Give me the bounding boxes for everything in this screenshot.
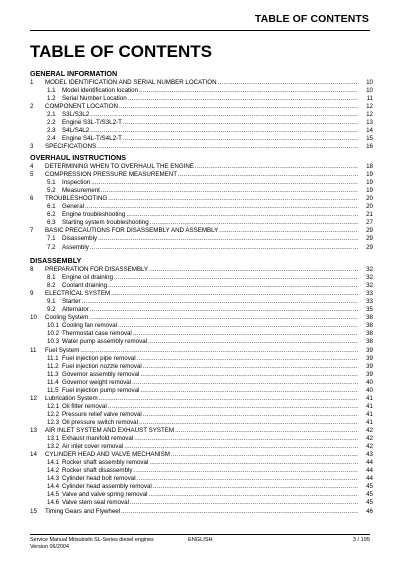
dot-leader (153, 483, 358, 491)
toc-entry-page: 39 (366, 346, 373, 354)
toc-entry-label: Inspection (62, 179, 91, 187)
toc-entry-number: 8 (30, 266, 34, 273)
toc-entry[interactable] (30, 459, 373, 467)
toc-entry-label: CYLINDER HEAD AND VALVE MECHANISM (45, 451, 170, 459)
toc-entry[interactable] (30, 187, 373, 195)
dot-leader (137, 355, 358, 363)
toc-entry-page: 10 (366, 79, 373, 86)
toc-entry[interactable] (30, 306, 373, 314)
toc-entry-label: Disassembly (62, 235, 98, 243)
toc-entry-label: PREPARATION FOR DISASSEMBLY (45, 266, 149, 273)
dot-leader (149, 266, 358, 274)
toc-entry[interactable] (30, 475, 373, 483)
toc-entry-label: Engine oil draining (62, 274, 113, 282)
toc-entry[interactable] (30, 387, 373, 395)
toc-entry-number: 5 (30, 171, 34, 179)
toc-entry[interactable] (30, 435, 373, 443)
toc-entry-page: 45 (366, 491, 373, 499)
toc-entry-number: 2 (30, 103, 34, 111)
toc-entry-label: Model identification location (62, 87, 139, 95)
toc-entry-number: 11.2 (47, 362, 59, 370)
dot-leader (134, 435, 358, 443)
toc-entry-page: 39 (366, 354, 373, 362)
toc-entry-label: Pressure relief valve removal (62, 410, 142, 418)
toc-entry-number: 12.3 (47, 418, 60, 426)
dot-leader (82, 298, 358, 306)
dot-leader (98, 235, 358, 243)
toc-entry-number: 1 (30, 79, 34, 86)
toc-entry-label: Governor weight removal (62, 378, 132, 386)
toc-entry-page: 44 (366, 475, 373, 483)
toc-entry-number: 14.4 (47, 483, 60, 491)
toc-entry-number: 1.2 (47, 95, 56, 103)
dot-leader (85, 203, 358, 211)
header-rule (30, 30, 370, 31)
toc-entry-page: 38 (366, 330, 373, 338)
section-heading: GENERAL INFORMATION (30, 69, 118, 78)
toc-entry-label: Fuel System (45, 346, 80, 354)
toc-entry-page: 19 (366, 179, 373, 187)
toc-entry[interactable] (30, 322, 373, 330)
dot-leader (108, 403, 358, 411)
toc-entry-number: 14.5 (47, 491, 60, 499)
toc-entry[interactable] (30, 219, 373, 227)
toc-entry[interactable] (30, 127, 373, 135)
dot-leader (97, 143, 358, 151)
dot-leader (91, 179, 358, 187)
toc-entry-label: Cylinder head assembly removal (62, 483, 152, 491)
toc-entry-number: 13 (30, 427, 37, 434)
toc-entry-number: 8.1 (47, 274, 56, 282)
section-heading: DISASSEMBLY (30, 256, 82, 265)
toc-entry[interactable] (30, 111, 373, 119)
toc-entry[interactable] (30, 491, 373, 499)
toc-entry-number: 7.2 (47, 243, 56, 251)
toc-entry-label: BASIC PRECAUTIONS FOR DISASSEMBLY AND ASSEMBLY (45, 227, 219, 235)
running-header: TABLE OF CONTENTS (254, 13, 369, 25)
toc-entry[interactable] (30, 95, 373, 103)
dot-leader (143, 363, 358, 371)
dot-leader (121, 508, 358, 516)
toc-entry-page: 42 (366, 435, 373, 443)
toc-entry-page: 14 (366, 127, 373, 135)
toc-entry-label: Water pump assembly removal (62, 338, 148, 346)
dot-leader (114, 274, 358, 282)
toc-entry[interactable] (30, 371, 373, 379)
toc-entry-page: 40 (366, 378, 373, 386)
toc-entry[interactable] (30, 467, 373, 475)
toc-entry-page: 44 (366, 459, 373, 467)
toc-entry[interactable] (30, 427, 373, 435)
toc-entry-label: COMPRESSION PRESSURE MEASUREMENT (45, 171, 178, 179)
toc-entry-label: Exhaust manifold removal (62, 435, 134, 443)
toc-entry-label: Starter (62, 298, 81, 306)
toc-entry-label: Engine S4L-T/S4L2-T (62, 135, 122, 143)
dot-leader (123, 119, 358, 127)
dot-leader (90, 127, 358, 135)
toc-entry-page: 35 (366, 306, 373, 314)
toc-entry-page: 13 (366, 119, 373, 127)
toc-entry[interactable] (30, 282, 373, 290)
toc-entry-label: Valve and valve spring removal (62, 491, 148, 499)
toc-entry-label: General (62, 203, 85, 211)
toc-entry-page: 21 (366, 211, 373, 219)
dot-leader (171, 451, 358, 459)
toc-entry-number: 10.1 (47, 322, 60, 330)
toc-entry-label: Thermostat case removal (62, 330, 132, 338)
toc-entry[interactable] (30, 103, 373, 111)
dot-leader (126, 211, 358, 219)
dot-leader (219, 227, 358, 235)
toc-entry-label: ELECTRICAL SYSTEM (45, 290, 111, 298)
toc-entry-number: 11.1 (47, 354, 59, 362)
toc-entry-number: 2.2 (47, 119, 56, 127)
toc-entry-number: 9 (30, 290, 34, 298)
toc-entry-number: 10.2 (47, 330, 60, 338)
toc-entry-label: Starting system troubleshooting (62, 219, 149, 227)
toc-entry-number: 11 (30, 346, 37, 354)
dot-leader (130, 499, 358, 507)
toc-entry-page: 20 (366, 195, 373, 203)
toc-entry-page: 39 (366, 370, 373, 378)
dot-leader (80, 347, 358, 355)
footer-rule (30, 534, 370, 535)
toc-entry-page: 38 (366, 338, 373, 346)
toc-entry-label: Rocker shaft assembly removal (62, 459, 149, 467)
toc-entry-page: 39 (366, 362, 373, 370)
toc-entry[interactable] (30, 379, 373, 387)
toc-entry[interactable] (30, 171, 373, 179)
dot-leader (90, 111, 358, 119)
toc-entry-label: Cooling System (45, 314, 89, 322)
toc-entry-label: AIR INLET SYSTEM AND EXHAUST SYSTEM (45, 427, 175, 434)
toc-entry[interactable] (30, 266, 373, 274)
dot-leader (137, 475, 358, 483)
toc-entry-number: 10 (30, 314, 37, 322)
toc-entry-number: 6.1 (47, 203, 56, 211)
toc-entry-page: 29 (366, 227, 373, 235)
dot-leader (108, 195, 358, 203)
toc-entry-label: S4L/S4L2 (62, 127, 90, 135)
toc-entry-label: Governor assembly removal (62, 370, 140, 378)
toc-entry-page: 12 (366, 103, 373, 111)
toc-entry[interactable] (30, 338, 373, 346)
toc-entry-page: 32 (366, 282, 373, 290)
toc-entry-number: 10.3 (47, 338, 60, 346)
toc-entry[interactable] (30, 314, 373, 322)
toc-entry-number: 5.2 (47, 187, 56, 195)
toc-entry[interactable] (30, 363, 373, 371)
toc-entry-number: 12.1 (47, 402, 60, 410)
toc-entry-page: 42 (366, 443, 373, 451)
toc-entry-label: DETERMINING WHEN TO OVERHAUL THE ENGINE (45, 163, 194, 170)
toc-entry-number: 14 (30, 451, 37, 459)
dot-leader (140, 371, 358, 379)
toc-entry-label: TROUBLESHOOTING (45, 195, 108, 203)
toc-entry-label: Air inlet cover removal (62, 443, 124, 451)
toc-entry-label: Serial Number Location (62, 95, 127, 103)
toc-entry-number: 2.4 (47, 135, 56, 143)
dot-leader (123, 135, 358, 143)
toc-entry[interactable] (30, 143, 373, 151)
toc-entry-page: 32 (366, 266, 373, 273)
dot-leader (118, 322, 358, 330)
toc-entry[interactable] (30, 119, 373, 127)
toc-entry-number: 14.3 (47, 475, 60, 483)
dot-leader (218, 79, 358, 87)
toc-entry[interactable] (30, 227, 373, 235)
toc-entry-label: MODEL IDENTIFICATION AND SERIAL NUMBER LOCATION (45, 79, 217, 86)
dot-leader (124, 443, 358, 451)
dot-leader (148, 338, 358, 346)
toc-entry-page: 16 (366, 143, 373, 151)
toc-entry-number: 14.6 (47, 499, 60, 507)
dot-leader (139, 419, 358, 427)
toc-entry-number: 11.5 (47, 386, 59, 394)
footer-manual-title: Service Manual Mitsubishi SL-Series diesel engines (30, 537, 154, 543)
toc-entry-label: Alternator (62, 306, 89, 314)
toc-entry[interactable] (30, 244, 373, 252)
toc-entry-number: 15 (30, 507, 37, 515)
dot-leader (175, 427, 358, 435)
toc-entry-number: 14.1 (47, 459, 60, 467)
toc-entry-page: 33 (366, 290, 373, 298)
toc-entry-label: Fuel injection pipe removal (62, 354, 136, 362)
toc-entry-label: Rocker shaft disassembly (62, 467, 133, 475)
toc-entry-label: S3L/S3L2 (62, 111, 90, 119)
toc-entry[interactable] (30, 395, 373, 403)
toc-entry-label: Fuel injection pump removal (62, 386, 140, 394)
toc-entry-page: 20 (366, 203, 373, 211)
footer-language: ENGLISH (188, 537, 213, 543)
toc-entry-number: 2.1 (47, 111, 56, 119)
toc-entry-number: 6.2 (47, 211, 56, 219)
toc-entry[interactable] (30, 290, 373, 298)
toc-entry-number: 11.3 (47, 370, 59, 378)
toc-entry-page: 29 (366, 235, 373, 243)
toc-entry-page: 45 (366, 483, 373, 491)
toc-entry-number: 7.1 (47, 235, 56, 243)
toc-entry[interactable] (30, 483, 373, 491)
dot-leader (108, 282, 358, 290)
toc-entry-number: 8.2 (47, 282, 56, 290)
toc-entry-label: COMPONENT LOCATION (45, 103, 118, 111)
toc-entry-page: 38 (366, 322, 373, 330)
dot-leader (178, 171, 358, 179)
toc-entry-number: 6.3 (47, 219, 56, 227)
toc-entry-label: Engine S3L-T/S3L2-T (62, 119, 122, 127)
footer-page-number: 3 / 195 (352, 537, 370, 543)
toc-entry[interactable] (30, 347, 373, 355)
toc-entry[interactable] (30, 330, 373, 338)
toc-entry-page: 42 (366, 427, 373, 434)
toc-entry-page: 11 (366, 95, 373, 103)
toc-entry-number: 13.2 (47, 443, 60, 451)
toc-entry-number: 3 (30, 143, 34, 151)
dot-leader (111, 290, 358, 298)
toc-entry-number: 12.2 (47, 410, 60, 418)
toc-entry[interactable] (30, 419, 373, 427)
toc-entry-page: 41 (366, 410, 373, 418)
toc-entry-page: 10 (366, 87, 373, 95)
section-heading: OVERHAUL INSTRUCTIONS (30, 153, 127, 162)
toc-entry-label: Timing Gears and Flywheel (45, 507, 121, 515)
toc-entry[interactable] (30, 411, 373, 419)
toc-entry-page: 41 (366, 402, 373, 410)
toc-entry-label: Cylinder head bolt removal (62, 475, 136, 483)
toc-entry-page: 29 (366, 243, 373, 251)
toc-entry-page: 19 (366, 171, 373, 179)
toc-entry-number: 9.1 (47, 298, 56, 306)
toc-entry-label: Oil filter removal (62, 402, 107, 410)
dot-leader (150, 219, 358, 227)
dot-leader (90, 306, 358, 314)
toc-entry[interactable] (30, 274, 373, 282)
toc-entry-page: 12 (366, 111, 373, 119)
toc-entry-number: 1.1 (47, 87, 56, 95)
dot-leader (143, 411, 358, 419)
toc-entry-page: 44 (366, 467, 373, 475)
footer-document-info (30, 537, 154, 551)
page-title: TABLE OF CONTENTS (30, 42, 212, 61)
dot-leader (90, 244, 358, 252)
toc-entry-label: Lubrication System (45, 394, 98, 402)
toc-entry[interactable] (30, 298, 373, 306)
toc-entry-page: 46 (366, 507, 373, 515)
toc-entry-number: 5.1 (47, 179, 56, 187)
toc-entry[interactable] (30, 163, 373, 171)
toc-entry-page: 33 (366, 298, 373, 306)
toc-entry-page: 27 (366, 219, 373, 227)
toc-entry-page: 43 (366, 451, 373, 459)
toc-entry-number: 6 (30, 195, 34, 203)
toc-entry[interactable] (30, 135, 373, 143)
toc-entry-page: 19 (366, 187, 373, 195)
dot-leader (132, 379, 358, 387)
toc-entry-label: Coolant draining (62, 282, 108, 290)
toc-entry-label: Cooling fan removal (62, 322, 118, 330)
footer-version: Version 06/2004 (30, 544, 69, 550)
toc-entry-number: 14.2 (47, 467, 60, 475)
toc-entry-label: Measurement (62, 187, 100, 195)
toc-entry-page: 32 (366, 274, 373, 282)
toc-entry-label: Oil pressure switch removal (62, 418, 138, 426)
toc-entry-number: 7 (30, 227, 34, 235)
toc-entry[interactable] (30, 355, 373, 363)
toc-entry-page: 41 (366, 394, 373, 402)
toc-entry-label: Assembly (62, 243, 89, 251)
toc-entry[interactable] (30, 499, 373, 507)
toc-entry-number: 11.4 (47, 378, 59, 386)
toc-entry-number: 9.2 (47, 306, 56, 314)
toc-entry[interactable] (30, 203, 373, 211)
toc-entry-page: 45 (366, 499, 373, 507)
toc-entry-page: 40 (366, 386, 373, 394)
dot-leader (149, 459, 358, 467)
toc-entry[interactable] (30, 235, 373, 243)
toc-entry[interactable] (30, 443, 373, 451)
toc-entry[interactable] (30, 179, 373, 187)
toc-entry[interactable] (30, 87, 373, 95)
dot-leader (101, 187, 358, 195)
toc-entry-number: 4 (30, 163, 34, 170)
dot-leader (119, 103, 358, 111)
toc-entry[interactable] (30, 451, 373, 459)
toc-entry-page: 15 (366, 135, 373, 143)
toc-entry-page: 41 (366, 418, 373, 426)
toc-entry-number: 2.3 (47, 127, 56, 135)
toc-entry[interactable] (30, 508, 373, 516)
toc-entry-label: Fuel injection nozzle removal (62, 362, 142, 370)
toc-entry-page: 38 (366, 314, 373, 322)
dot-leader (134, 467, 359, 475)
toc-entry-label: Valve stem seal removal (62, 499, 129, 507)
toc-entry-number: 13.1 (47, 435, 60, 443)
dot-leader (99, 395, 358, 403)
dot-leader (140, 387, 358, 395)
toc-entry[interactable] (30, 79, 373, 87)
toc-entry[interactable] (30, 195, 373, 203)
dot-leader (195, 163, 358, 171)
dot-leader (133, 330, 358, 338)
toc-entry-page: 18 (366, 163, 373, 170)
dot-leader (89, 314, 358, 322)
dot-leader (128, 95, 358, 103)
toc-entry-label: SPECIFICATIONS (45, 143, 97, 151)
dot-leader (149, 491, 358, 499)
toc-entry-label: Engine troubleshooting (62, 211, 126, 219)
toc-entry-number: 12 (30, 394, 37, 402)
toc-entry[interactable] (30, 403, 373, 411)
toc-entry[interactable] (30, 211, 373, 219)
dot-leader (139, 87, 358, 95)
